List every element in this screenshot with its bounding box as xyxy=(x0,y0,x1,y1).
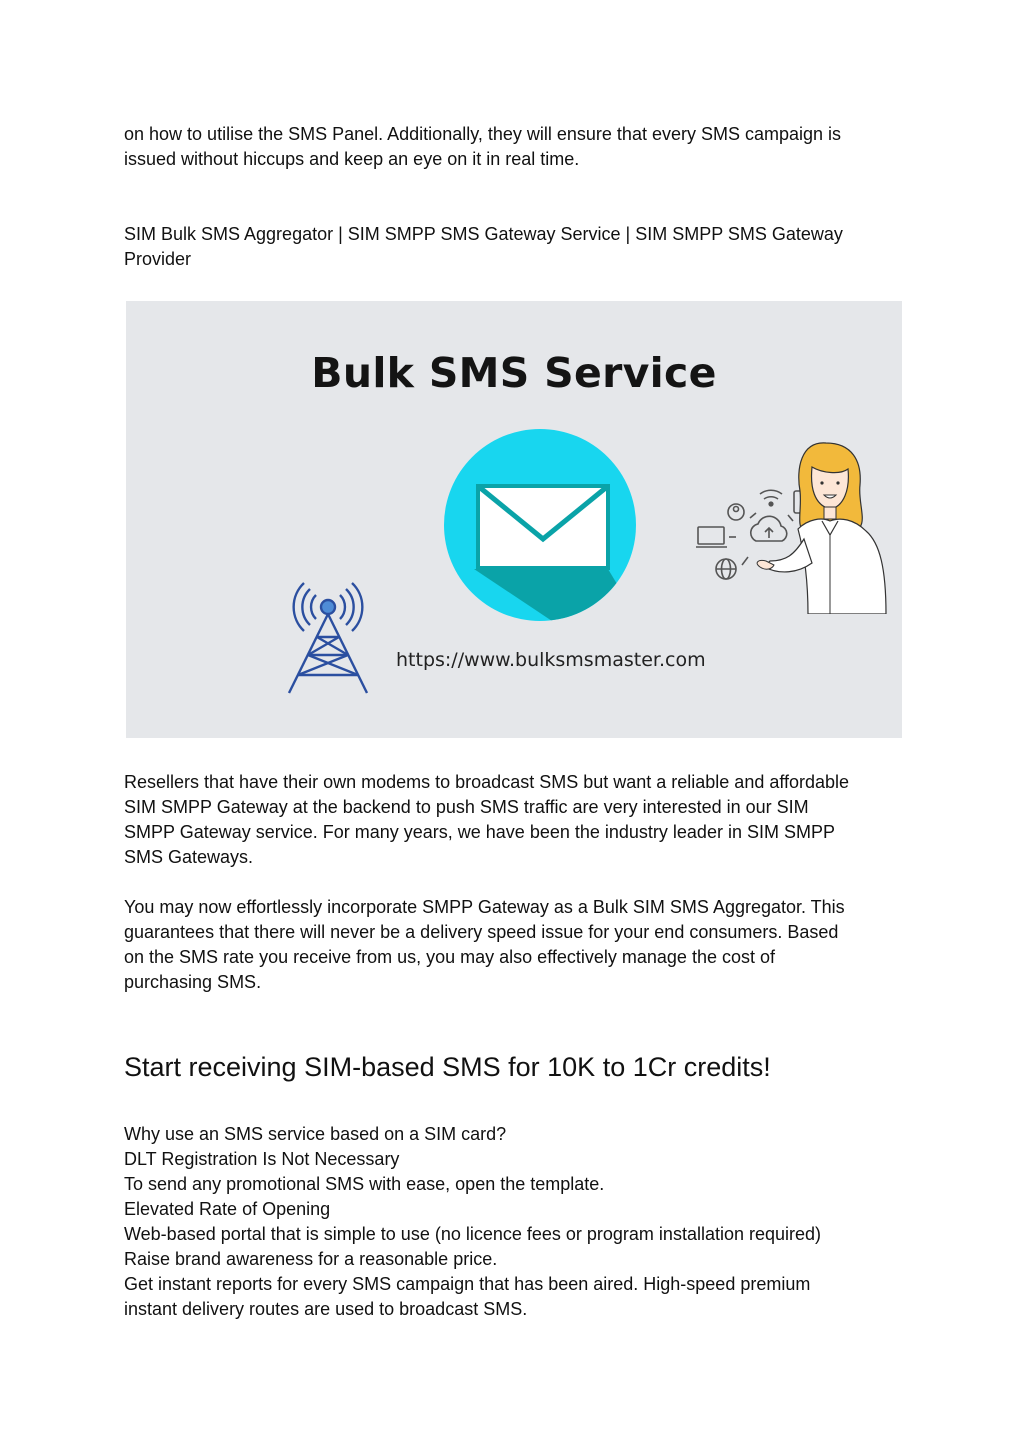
list-item: instant delivery routes are used to broadcast SMS. xyxy=(124,1299,528,1319)
text-line: SMPP Gateway service. For many years, we have been the industry leader in SIM SMPP xyxy=(124,822,835,842)
woman-illustration xyxy=(756,439,896,614)
text-line: You may now effortlessly incorporate SMPP Gateway as a Bulk SIM SMS Aggregator. This xyxy=(124,897,845,917)
text-line: Resellers that have their own modems to broadcast SMS but want a reliable and affordable xyxy=(124,772,850,792)
list-item: Raise brand awareness for a reasonable price. xyxy=(124,1249,498,1269)
banner-image xyxy=(126,301,902,738)
list-item: Elevated Rate of Opening xyxy=(124,1199,331,1219)
text-line: SMS Gateways. xyxy=(124,847,254,867)
banner-title: Bulk SMS Service xyxy=(311,349,717,397)
resellers-paragraph xyxy=(124,770,904,870)
intro-paragraph xyxy=(124,122,904,172)
list-item: Why use an SMS service based on a SIM card? xyxy=(124,1124,507,1144)
links-line xyxy=(124,222,904,272)
list-item: Get instant reports for every SMS campaign that has been aired. High-speed premium xyxy=(124,1274,811,1294)
list-item: To send any promotional SMS with ease, open the template. xyxy=(124,1174,605,1194)
text-line: issued without hiccups and keep an eye on it in real time. xyxy=(124,149,580,169)
text-line: SIM Bulk SMS Aggregator | SIM SMPP SMS Gateway Service | SIM SMPP SMS Gateway xyxy=(124,224,843,244)
signal-tower-icon xyxy=(281,581,376,699)
text-line: guarantees that there will never be a delivery speed issue for your end consumers. Based xyxy=(124,922,839,942)
aggregator-paragraph xyxy=(124,895,904,995)
text-line: on the SMS rate you receive from us, you may also effectively manage the cost of xyxy=(124,947,775,967)
banner-url: https://www.bulksmsmaster.com xyxy=(396,649,706,671)
benefits-list xyxy=(124,1122,904,1322)
text-line: Provider xyxy=(124,249,192,269)
text-line: SIM SMPP Gateway at the backend to push SMS traffic are very interested in our SIM xyxy=(124,797,809,817)
envelope-icon xyxy=(444,429,644,629)
list-item: Web-based portal that is simple to use (no licence fees or program installation required) xyxy=(124,1224,822,1244)
section-heading: Start receiving SIM-based SMS for 10K to 1Cr credits! xyxy=(124,1052,771,1082)
text-line: on how to utilise the SMS Panel. Additionally, they will ensure that every SMS campaign is xyxy=(124,124,842,144)
text-line: purchasing SMS. xyxy=(124,972,262,992)
list-item: DLT Registration Is Not Necessary xyxy=(124,1149,400,1169)
